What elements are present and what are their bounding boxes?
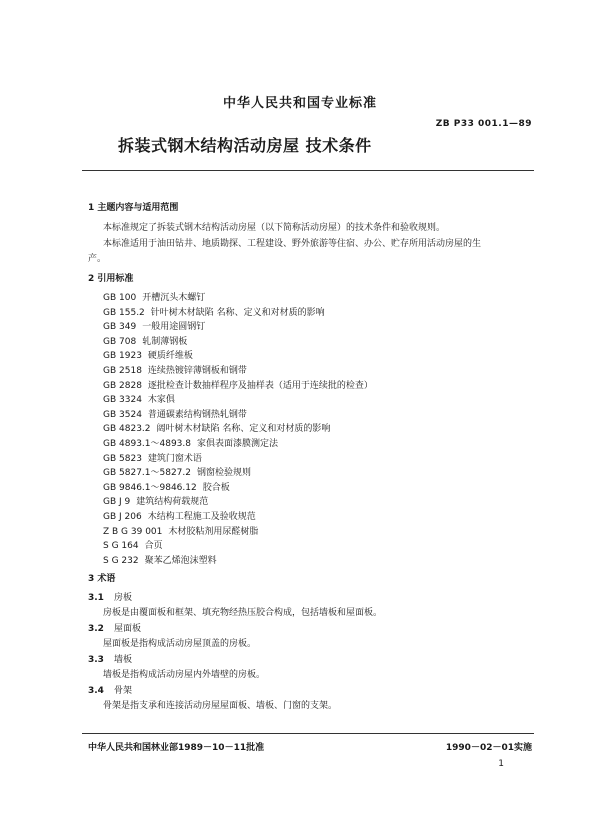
section-1-para-2-line-1: 本标准适用于油田钻井、地质勘探、工程建设、野外旅游等住宿、办公、贮存所用活动房屋的生 [103,239,482,249]
reference-title: 合页 [144,541,163,552]
term-number: 3.3 [88,655,104,665]
reference-code: GB 349 [103,322,137,333]
reference-code: GB 9846.1～9846.12 [103,482,197,493]
reference-title: 普通碳素结构钢热轧钢带 [147,409,247,420]
reference-item [103,480,230,493]
reference-item [103,553,217,566]
reference-code: GB 3524 [103,409,142,420]
reference-title: 硬质纤维板 [147,351,193,362]
reference-item [103,494,208,507]
section-3-heading: 3 术语 [88,574,116,584]
reference-code: GB 2828 [103,380,142,391]
reference-title: 连续热镀锌薄钢板和钢带 [147,366,247,376]
reference-title: 开槽沉头木螺钉 [142,293,206,303]
reference-item [103,363,247,376]
reference-item [103,465,251,478]
term-heading [88,683,132,696]
reference-code: GB 1923 [103,351,142,362]
reference-title: 建筑门窗术语 [147,453,202,464]
reference-code: Z B G 39 001 [103,526,163,537]
reference-item [103,421,330,434]
page-number: 1 [498,759,504,769]
reference-title: 木材胶粘剂用尿醛树脂 [168,526,259,537]
term-number: 3.4 [88,686,104,696]
standard-category: 中华人民共和国专业标准 [222,96,377,111]
implementation-date: 1990－02－01实施 [445,743,532,753]
reference-title: 聚苯乙烯泡沫塑料 [144,555,217,566]
reference-item [103,538,163,551]
term-number: 3.2 [88,624,104,634]
reference-code: GB 708 [103,336,137,347]
reference-item [103,348,193,361]
term-description: 屋面板是指构成活动房屋顶盖的房板。 [103,639,257,649]
header-rule [82,170,534,171]
reference-item [103,436,278,449]
term-description: 墙板是指构成活动房屋内外墙壁的房板。 [103,670,266,680]
reference-title: 木家俱 [147,395,175,406]
standard-code: ZB P33 001.1—89 [435,119,532,129]
term-name: 墙板 [113,655,132,665]
reference-item [103,378,373,391]
term-heading [88,652,132,665]
reference-item [103,509,256,522]
reference-code: GB J 206 [103,512,142,522]
section-1-para-2-line-2: 产。 [88,254,107,264]
reference-title: 木结构工程施工及验收规范 [147,512,256,522]
term-name: 屋面板 [113,624,141,634]
reference-title: 建筑结构荷载规范 [136,497,209,508]
reference-item [103,305,325,318]
section-1-heading: 1 主题内容与适用范围 [88,203,179,213]
reference-code: GB 155.2 [103,307,145,318]
term-name: 房板 [113,593,132,603]
term-description: 房板是由覆面板和框架、填充物经热压胶合构成，包括墙板和屋面板。 [103,608,383,618]
reference-code: GB 3324 [103,395,142,406]
reference-item [103,392,175,405]
reference-item [103,290,205,303]
approval-text: 中华人民共和国林业部1989－10－11批准 [88,743,265,753]
reference-title: 逐批检查计数抽样程序及抽样表（适用于连续批的检查） [147,380,373,391]
section-2-heading: 2 引用标准 [88,274,134,284]
reference-title: 胶合板 [202,482,230,493]
term-description: 骨架是指支承和连接活动房屋屋面板、墙板、门窗的支架。 [103,701,338,711]
reference-title: 阔叶树木材缺陷 名称、定义和对材质的影响 [156,424,331,435]
reference-item [103,319,205,332]
reference-code: S G 164 [103,541,139,552]
reference-title: 轧制薄钢板 [142,336,188,347]
reference-code: GB 4823.2 [103,424,151,435]
document-title: 拆装式钢木结构活动房屋 技术条件 [118,136,372,155]
reference-title: 钢窗检验规则 [197,468,252,479]
reference-code: GB 2518 [103,366,142,376]
reference-item [103,451,202,464]
reference-title: 家俱表面漆膜测定法 [197,439,279,449]
reference-item [103,334,187,347]
term-heading [88,590,132,603]
term-name: 骨架 [113,686,132,696]
reference-title: 一般用途圆钢钉 [142,322,206,333]
reference-code: GB J 9 [103,497,131,508]
reference-item [103,524,258,537]
term-number: 3.1 [88,593,104,603]
section-1-para-1: 本标准规定了拆装式钢木结构活动房屋（以下简称活动房屋）的技术条件和验收规则。 [103,223,446,233]
footer-rule [82,733,534,734]
reference-title: 针叶树木材缺陷 名称、定义和对材质的影响 [150,307,325,318]
reference-code: GB 5827.1～5827.2 [103,468,191,479]
term-heading [88,621,141,634]
reference-code: GB 100 [103,293,137,303]
reference-code: S G 232 [103,555,139,566]
reference-code: GB 4893.1～4893.8 [103,439,191,449]
reference-item [103,407,247,420]
reference-code: GB 5823 [103,453,142,464]
